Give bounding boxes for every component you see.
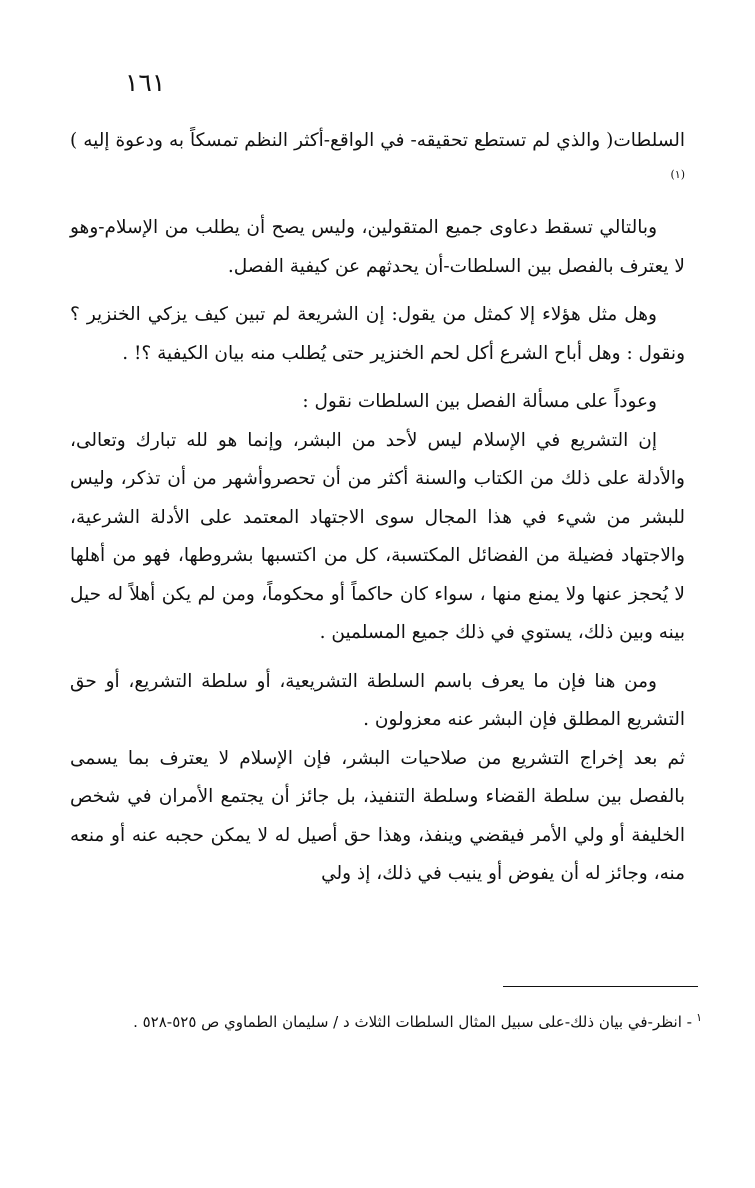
paragraph-6: ومن هنا فإن ما يعرف باسم السلطة التشريعية، أو سلطة التشريع، أو حق التشريع المطلق فإن البشر عنه معزولون . [70,670,685,730]
footnote-reference: (١) [670,167,685,181]
paragraph-1-text: السلطات( والذي لم تستطع تحقيقه- في الواقع-أكثر النظم تمسكاً به ودعوة إليه ) [70,130,685,151]
footnote-separator [503,986,698,987]
paragraph-3: وهل مثل هؤلاء إلا كمثل من يقول: إن الشريعة لم تبين كيف يزكي الخنزير ؟ ونقول : وهل أباح الشرع أكل لحم الخنزير حتى يُطلب منه بيان الكيفية ؟! . [70,304,685,364]
page-number: ١٦١ [125,68,166,97]
paragraph-4: وعوداً على مسألة الفصل بين السلطات نقول : [302,391,657,412]
paragraph-7: ثم بعد إخراج التشريع من صلاحيات البشر، فإن الإسلام لا يعترف بما يسمى بالفصل بين سلطة القضاء وسلطة التنفيذ، بل جائز أن يجتمع الأمران في شخص الخليفة أو ولي الأمر فيقضي وينفذ، وهذا حق أصيل له لا يمكن حجبه عنه أو منعه منه، وجائز له أن يفوض أو ينيب في ذلك، إذ ولي [70,747,685,884]
body-text [70,122,685,894]
paragraph-5: إن التشريع في الإسلام ليس لأحد من البشر، وإنما هو لله تبارك وتعالى، والأدلة على ذلك من الكتاب والسنة أكثر من أن تحصروأشهر من أن تذكر، وليس للبشر من شيء في هذا المجال سوى الاجتهاد المعتمد على الأدلة الشرعية، والاجتهاد فضيلة من الفضائل المكتسبة، كل من اكتسبها بشروطها، فهو من أهلها لا يُحجز عنها ولا يمنع منها ، سواء كان حاكماً أو محكوماً، ومن لم يكن أهلاً له حيل بينه وبين ذلك، يستوي في ذلك جميع المسلمين . [70,429,685,643]
footnote-marker: ١ [696,1011,702,1024]
paragraph-2: وبالتالي تسقط دعاوى جميع المتقولين، وليس يصح أن يطلب من الإسلام-وهو لا يعترف بالفصل بين السلطات-أن يحدثهم عن كيفية الفصل. [70,217,685,277]
paragraph-1 [70,122,685,199]
footnote-text: - انظر-في بيان ذلك-على سبيل المثال السلطات الثلاث د / سليمان الطماوي ص ٥٢٥-٥٢٨ . [133,1013,693,1031]
footnote [70,1000,702,1040]
